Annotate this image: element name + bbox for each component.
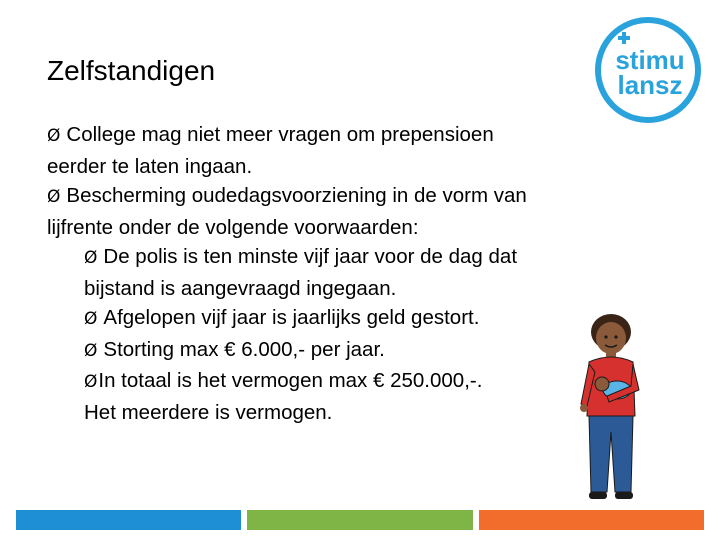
- slide-title: Zelfstandigen: [47, 55, 216, 86]
- sub-bullet-4-text: In totaal is het vermogen max € 250.000,-.: [98, 369, 483, 392]
- bullet-1: [47, 120, 627, 152]
- bullet-2-continuation-text: lijfrente onder de volgende voorwaarden:: [47, 215, 419, 239]
- sub-bullet-3: [47, 335, 627, 367]
- logo-line-1: stimu: [615, 45, 685, 75]
- sub-bullet-1-continuation-text: bijstand is aangevraagd ingegaan.: [84, 276, 397, 300]
- bullet-arrow-icon: Ø: [84, 309, 98, 329]
- sub-bullet-4-continuation: [47, 398, 627, 428]
- person-with-baby-illustration: [575, 312, 645, 502]
- sub-bullet-1-text: De polis is ten minste vijf jaar voor de dag dat: [103, 245, 518, 268]
- bullet-1-continuation: [47, 152, 627, 182]
- bullet-2-text: Bescherming oudedagsvoorziening in de vorm van: [66, 184, 527, 207]
- footer-bar-green: [247, 510, 472, 530]
- sub-bullet-4-continuation-text: Het meerdere is vermogen.: [84, 400, 333, 424]
- bullet-1-text: College mag niet meer vragen om prepensioen: [66, 123, 494, 146]
- sub-bullet-1: [47, 242, 627, 274]
- bullet-2-continuation: [47, 213, 627, 243]
- bullet-arrow-icon: Ø: [47, 187, 61, 207]
- sub-bullet-2-text: Afgelopen vijf jaar is jaarlijks geld gestort.: [103, 306, 480, 329]
- footer-color-bars: [16, 510, 704, 530]
- sub-bullet-2: [47, 303, 627, 335]
- sub-bullet-3-text: Storting max € 6.000,- per jaar.: [103, 337, 385, 361]
- footer-bar-blue: [16, 510, 241, 530]
- footer-bar-orange: [479, 510, 704, 530]
- bullet-list: [47, 120, 627, 427]
- logo-line-2: lansz: [617, 70, 683, 100]
- stimulansz-logo: [592, 14, 704, 126]
- bullet-arrow-icon: Ø: [84, 340, 98, 361]
- bullet-arrow-icon: Ø: [47, 126, 61, 146]
- bullet-arrow-icon: Ø: [84, 248, 98, 268]
- bullet-1-continuation-text: eerder te laten ingaan.: [47, 154, 253, 178]
- sub-bullet-4: [47, 366, 627, 398]
- bullet-2: [47, 181, 627, 213]
- bullet-arrow-icon: Ø: [84, 372, 98, 392]
- sub-bullet-1-continuation: [47, 274, 627, 304]
